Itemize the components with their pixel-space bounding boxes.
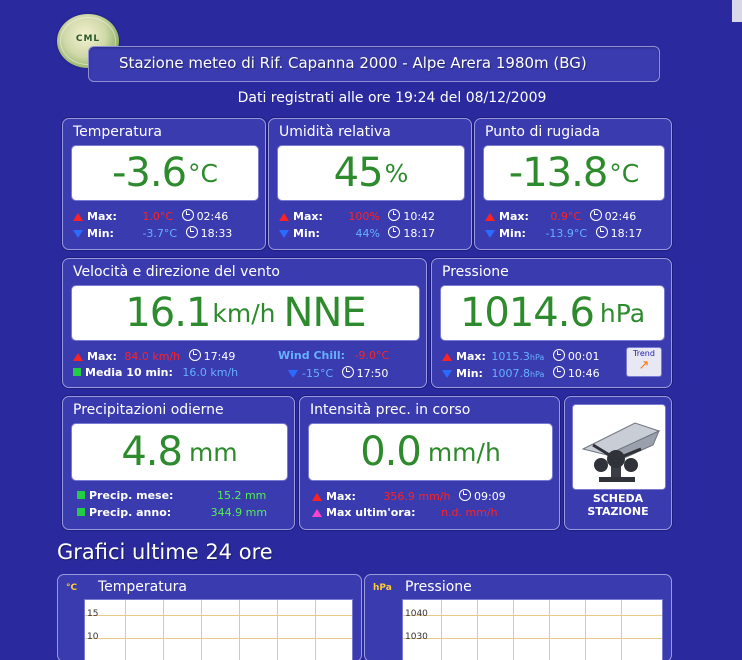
rain-rate-value [309,424,552,480]
pressure-max-row [442,349,600,363]
dewpoint-unit: °C [609,158,640,188]
square-green-icon [77,508,85,516]
rain-rate-unit: mm/h [427,437,501,467]
dewpoint-max-label: Max: [499,210,529,223]
temperature-min-time: 18:33 [200,227,233,240]
chart-pressure-ytick-0: 1040 [405,609,428,619]
left-margin [0,0,52,660]
temperature-max-label: Max: [87,210,117,223]
wind-speed-number: 16.1 [125,290,211,336]
temperature-max-value: 1.0°C [142,210,174,223]
pressure-max-unit: hPa [529,353,545,362]
pressure-unit: hPa [599,298,646,328]
clock-icon [182,209,194,221]
triangle-down-icon [288,370,298,378]
temperature-number: -3.6 [111,150,187,196]
panel-rain-today [62,396,295,530]
wind-speed-unit: km/h [212,298,276,328]
triangle-down-icon [279,230,289,238]
pressure-trend-button[interactable] [626,347,662,377]
dewpoint-value-box [483,145,665,201]
pressure-min-unit: hPa [529,370,545,379]
rain-month-row [77,489,266,502]
rain-today-number: 4.8 [121,429,182,475]
panel-wind [62,258,427,388]
triangle-down-icon [73,230,83,238]
chart-pressure-unit: hPa [373,583,392,593]
panel-pressure-title: Pressione [442,264,509,280]
triangle-down-icon [485,230,495,238]
wind-direction: NNE [283,290,366,336]
temperature-max-time: 02:46 [196,210,229,223]
station-card-label-1: SCHEDA [592,492,644,505]
clock-icon [388,209,400,221]
dewpoint-min-time: 18:17 [610,227,643,240]
dewpoint-min-label: Min: [499,227,526,240]
arrow-up-right-icon: ↗ [638,358,650,373]
triangle-up-icon [279,213,289,221]
wind-chill-min-time: 17:50 [356,367,389,380]
wind-max-time: 17:49 [203,350,236,363]
anemometer-illustration-icon [573,405,665,489]
wind-value [72,286,419,340]
humidity-min-time: 18:17 [403,227,436,240]
panel-dewpoint-title: Punto di rugiada [485,124,601,140]
clock-icon [590,209,602,221]
panel-station-card[interactable] [564,396,672,530]
pressure-value-box [440,285,665,341]
wind-avg-value: 16.0 km/h [182,366,239,379]
temperature-min-row [73,226,232,240]
temperature-value [72,146,258,200]
rain-year-row [77,506,267,519]
triangle-up-icon [312,493,322,501]
wind-avg-row [73,366,238,379]
panel-temperature-title: Temperatura [73,124,162,140]
triangle-up-icon [485,213,495,221]
humidity-max-time: 10:42 [403,210,436,223]
top-margin [0,0,742,10]
wind-avg-label: Media 10 min: [85,366,173,379]
rain-year-label: Precip. anno: [89,506,172,519]
right-top-strip [732,0,742,22]
pressure-min-label: Min: [456,367,483,380]
clock-icon [596,226,608,238]
rain-month-value: 15.2 mm [216,489,267,502]
clock-icon [459,489,471,501]
page-title: Stazione meteo di Rif. Capanna 2000 - Alpe Arera 1980m (BG) [119,54,587,72]
chart-temperature-plot[interactable] [84,599,353,660]
clock-icon [553,349,565,361]
wind-max-value: 84.0 km/h [124,350,181,363]
panel-rain-rate [299,396,560,530]
chart-temperature-ytick-1: 10 [87,632,99,642]
temperature-min-label: Min: [87,227,114,240]
temperature-unit: °C [188,158,218,188]
triangle-up-magenta-icon [312,509,322,517]
pressure-max-label: Max: [456,350,486,363]
rain-year-value: 344.9 mm [210,506,268,519]
chart-temperature-unit: °C [66,583,78,593]
timestamp-text: Dati registrati alle ore 19:24 del 08/12/2009 [237,90,547,106]
pressure-number: 1014.6 [459,290,594,336]
temperature-min-value: -3.7°C [142,227,178,240]
rain-rate-max-label: Max: [326,490,356,503]
rain-rate-value-box [308,423,553,481]
square-green-icon [77,491,85,499]
pressure-min-value: 1007.8 [491,367,530,380]
rain-rate-hour-row [312,506,498,519]
panel-temperature [62,118,266,250]
panel-rain-rate-title: Intensità prec. in corso [310,402,471,418]
right-margin [732,0,742,660]
chart-temperature-ytick-0: 15 [87,609,99,619]
dewpoint-value [484,146,664,200]
station-photo[interactable] [572,404,666,490]
pressure-max-value: 1015.3 [491,350,530,363]
clock-icon [388,226,400,238]
logo-label: CML [75,34,101,44]
wind-chill-label: Wind Chill: [278,349,346,362]
humidity-unit: % [384,158,409,188]
dewpoint-max-value: 0.9°C [550,210,582,223]
pressure-min-row [442,366,600,380]
wind-chill-min-row [288,366,388,380]
rain-today-value-box [71,423,288,481]
charts-section-title: Grafici ultime 24 ore [57,540,273,564]
rain-rate-hour-label: Max ultim'ora: [326,506,416,519]
rain-today-value [72,424,287,480]
wind-chill-value: -9.0°C [354,349,390,362]
chart-pressure-plot[interactable] [402,599,663,660]
dewpoint-number: -13.8 [508,150,608,196]
humidity-min-label: Min: [293,227,320,240]
temperature-value-box [71,145,259,201]
temperature-max-row [73,209,228,223]
triangle-up-icon [73,353,83,361]
pressure-min-time: 10:46 [567,367,600,380]
humidity-value-box [277,145,465,201]
panel-humidity [268,118,472,250]
clock-icon [186,226,198,238]
rain-rate-hour-value: n.d. mm/h [441,506,498,519]
chart-pressure-title: Pressione [405,579,472,595]
triangle-up-icon [442,353,452,361]
triangle-down-icon [442,370,452,378]
clock-icon [189,349,201,361]
dewpoint-max-time: 02:46 [604,210,637,223]
chart-panel-pressure[interactable] [364,574,672,660]
wind-max-label: Max: [87,350,117,363]
chart-temperature-title: Temperatura [98,579,187,595]
dewpoint-max-row [485,209,636,223]
panel-rain-today-title: Precipitazioni odierne [73,402,224,418]
square-green-icon [73,368,81,376]
rain-rate-max-row [312,489,506,503]
humidity-value [278,146,464,200]
station-title-bar [88,46,660,82]
humidity-min-row [279,226,435,240]
humidity-number: 45 [333,150,383,196]
panel-dewpoint [474,118,672,250]
humidity-max-label: Max: [293,210,323,223]
humidity-min-value: 44% [355,227,380,240]
humidity-max-row [279,209,435,223]
panel-humidity-title: Umidità relativa [279,124,391,140]
clock-icon [342,366,354,378]
dewpoint-min-value: -13.9°C [545,227,588,240]
wind-chill-row [278,349,389,362]
panel-pressure [431,258,672,388]
wind-value-box [71,285,420,341]
pressure-trend-label: Trend [633,349,655,358]
clock-icon [553,366,565,378]
humidity-max-value: 100% [348,210,380,223]
chart-pressure-ytick-1: 1030 [405,632,428,642]
rain-rate-max-time: 09:09 [473,490,506,503]
wind-max-row [73,349,235,363]
triangle-up-icon [73,213,83,221]
dewpoint-min-row [485,226,642,240]
rain-today-unit: mm [188,437,238,467]
station-card-label-2: STAZIONE [587,505,649,518]
panel-wind-title: Velocità e direzione del vento [73,264,280,280]
wind-chill-min-value: -15°C [302,367,334,380]
rain-rate-number: 0.0 [360,429,421,475]
chart-panel-temperature[interactable] [57,574,362,660]
rain-rate-max-value: 356.9 mm/h [383,490,451,503]
rain-month-label: Precip. mese: [89,489,174,502]
pressure-max-time: 00:01 [567,350,600,363]
pressure-value [441,286,664,340]
